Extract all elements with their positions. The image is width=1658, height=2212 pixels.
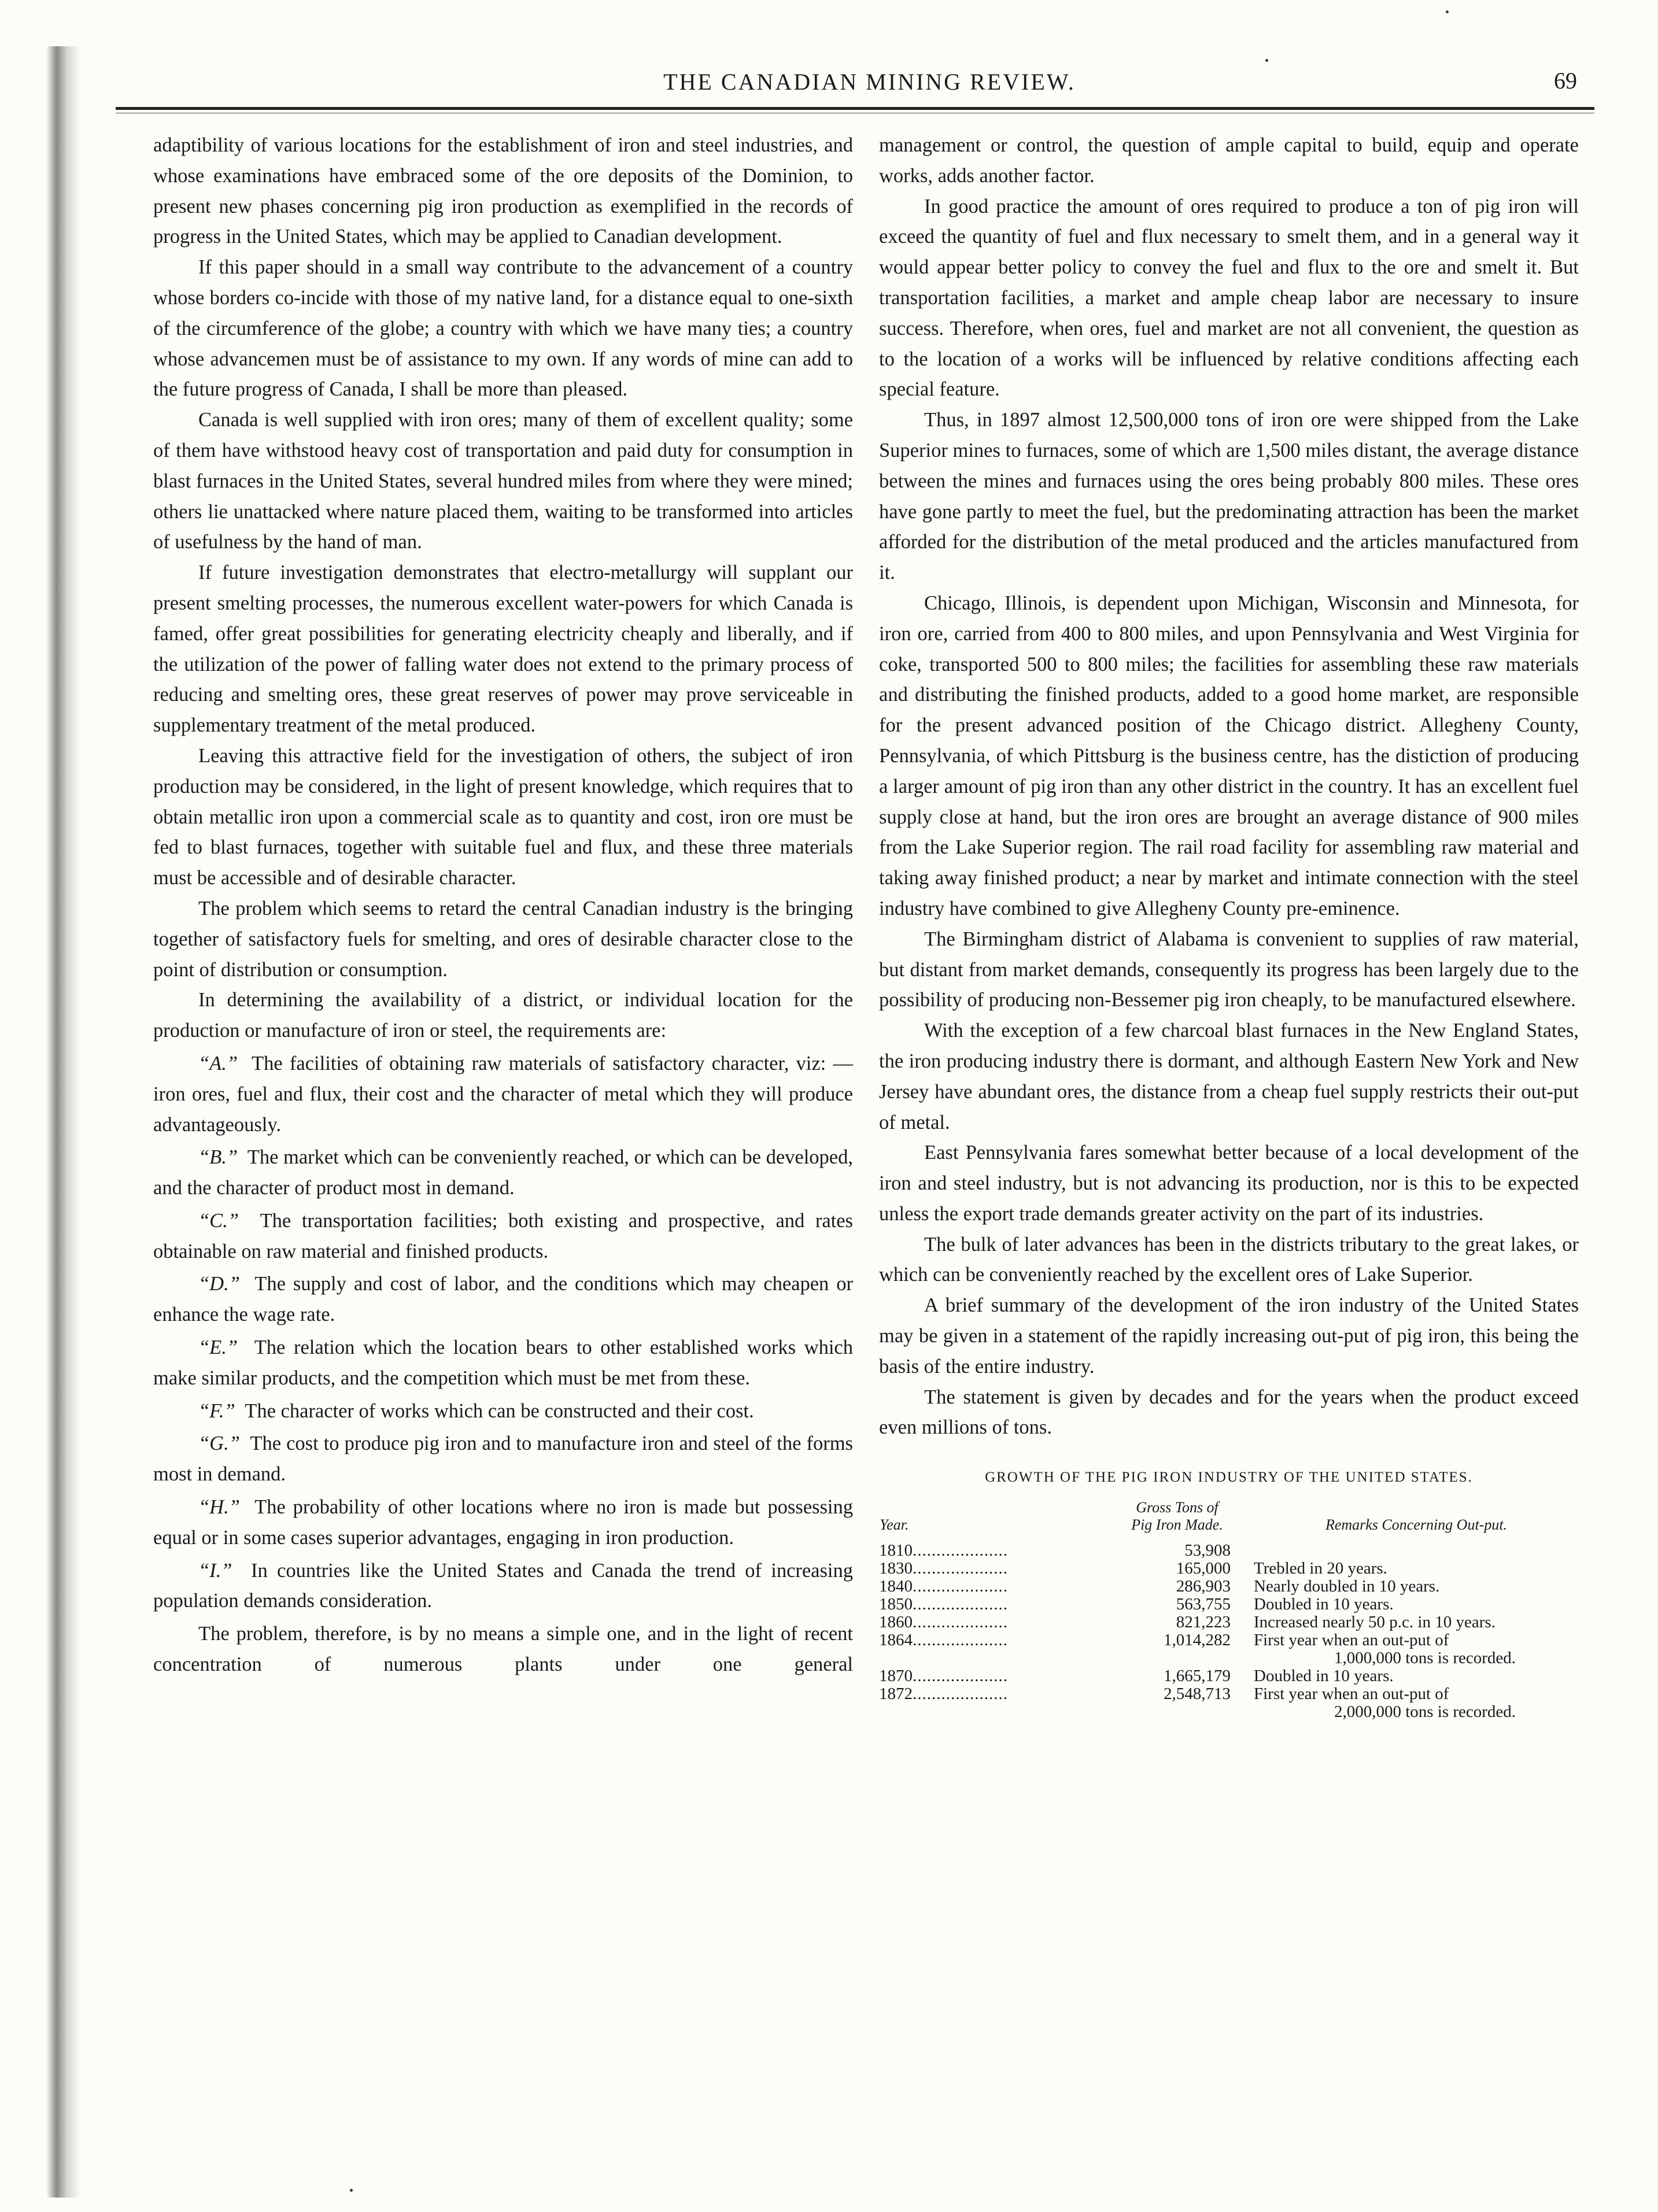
requirement-text: The character of works which can be constructed and their cost. [245,1399,754,1422]
remark-text: Nearly doubled in 10 years. [1254,1577,1440,1596]
journal-title: THE CANADIAN MINING REVIEW. [663,69,1076,95]
tons-cell: 821,223 [1176,1613,1231,1632]
table-row [879,1542,1579,1560]
scan-speck [1446,10,1449,13]
remark-text: Doubled in 10 years. [1254,1667,1394,1686]
year-value: 1840 [879,1577,913,1596]
remark-text: First year when an out-put of [1254,1631,1449,1650]
requirement-text: The probability of other locations where no iron is made but possessing equal or in some cases superior advantages, engaging in iron production. [153,1496,853,1549]
remark-text: Doubled in 10 years. [1254,1595,1394,1614]
leader-dots: .................... [913,1541,1008,1560]
paragraph: Thus, in 1897 almost 12,500,000 tons of iron ore were shipped from the Lake Superior mines to furnaces, some of which are 1,500 miles distant, the average distance between the mines and furnaces using the ores being probably 800 miles. These ores have gone partly to meet the fuel, but the predominating attraction has been the market afforded for the distribution of the metal produced and the articles manufactured from it. [879,409,1579,584]
tons-cell: 563,755 [1176,1595,1231,1614]
remark-cell [1254,1685,1579,1721]
requirements-list [153,1048,853,1616]
table-row [879,1631,1579,1667]
table-row [879,1578,1579,1596]
remark-cell [1254,1596,1579,1613]
remark-continuation: 2,000,000 tons is recorded. [1334,1703,1516,1722]
remark-cell [1254,1631,1579,1667]
tons-cell: 53,908 [1184,1541,1231,1560]
remark-cell [1254,1667,1579,1685]
year-value: 1830 [879,1559,913,1578]
paragraph: The problem, therefore, is by no means a simple one, and in the light of recent concentration of numerous plants under one general [153,1623,853,1676]
remark-cell [1254,1560,1579,1578]
requirement-text: The market which can be conveniently reached, or which can be developed, and the character of product most in demand. [153,1146,853,1199]
leader-dots: .................... [913,1577,1008,1596]
table-row [879,1560,1579,1578]
table-row [879,1613,1579,1631]
table-row [879,1685,1579,1721]
requirement-item [153,1428,853,1490]
requirement-text: The supply and cost of labor, and the conditions which may cheapen or enhance the wage rate. [153,1273,853,1326]
paragraph: adaptibility of various locations for the establishment of iron and steel industries, and whose examinations have embraced some of the ore deposits of the Dominion, to present new phases concerning pig iron production as exemplified in the records of progress in the United States, which may be applied to Canadian development. [153,134,853,248]
leader-dots: .................... [913,1631,1008,1650]
remark-text: First year when an out-put of [1254,1685,1449,1704]
requirement-key: “A.” [198,1052,238,1074]
requirement-key: “D.” [198,1273,240,1295]
year-cell [879,1685,1123,1721]
tons-cell: 165,000 [1176,1559,1231,1578]
leader-dots: .................... [913,1595,1008,1614]
paragraph: Leaving this attractive field for the investigation of others, the subject of iron production may be considered, in the light of present knowledge, which requires that to obtain metallic iron upon a commercial scale as to quantity and cost, iron ore must be fed to blast furnaces, together with suitable fuel and flux, and these three materials must be accessible and of desirable character. [153,744,853,889]
year-cell [879,1613,1123,1631]
year-cell [879,1578,1123,1596]
remark-text: Increased nearly 50 p.c. in 10 years. [1254,1613,1495,1632]
paragraph: In good practice the amount of ores required to produce a ton of pig iron will exceed the quantity of fuel and flux necessary to smelt them, and in a general way it would appear better policy to convey the fuel and flux to the ore and smelt it. But transportation facilities, a market and ample cheap labor are necessary to insure success. Therefore, when ores, fuel and market are not all convenient, the question as to the location of a works will be influenced by relative conditions affecting each special feature. [879,195,1579,401]
table-body [879,1542,1579,1721]
requirement-item [153,1332,853,1394]
year-cell [879,1542,1123,1560]
tons-cell: 1,665,179 [1164,1667,1231,1686]
remark-text: Trebled in 20 years. [1254,1559,1387,1578]
scan-speck [1265,59,1268,62]
year-value: 1864 [879,1631,913,1650]
requirement-item [153,1142,853,1203]
paragraph: The Birmingham district of Alabama is convenient to supplies of raw material, but distant from market demands, consequently its progress has been largely due to the possibility of producing non-Bessemer pig iron cheaply, to be manufactured elsewhere. [879,928,1579,1011]
paragraph: If this paper should in a small way contribute to the advancement of a country whose borders co-incide with those of my native land, for a distance equal to one-sixth of the circumference of the globe; a country with which we have many ties; a country whose advancemen must be of assistance to my own. If any words of mine can add to the future progress of Canada, I shall be more than pleased. [153,256,853,401]
year-cell [879,1631,1123,1667]
paragraph: The problem which seems to retard the central Canadian industry is the bringing together of satisfactory fuels for smelting, and ores of desirable character close to the point of distribution or consumption. [153,897,853,981]
paragraph: management or control, the question of ample capital to build, equip and operate works, adds another factor. [879,134,1579,187]
paragraph: In determining the availability of a district, or individual location for the production or manufacture of iron or steel, the requirements are: [153,989,853,1042]
requirement-text: The cost to produce pig iron and to manufacture iron and steel of the forms most in demand. [153,1432,853,1486]
page-number: 69 [1554,68,1577,94]
leader-dots: .................... [913,1667,1008,1686]
paragraph: A brief summary of the development of the iron industry of the United States may be given in a statement of the rapidly increasing out-put of pig iron, this being the basis of the entire industry. [879,1294,1579,1378]
column-header-remarks: Remarks Concerning Out-put. [1325,1516,1508,1534]
requirement-item [153,1396,853,1427]
year-value: 1850 [879,1595,913,1614]
table-header-row [879,1498,1579,1542]
leader-dots: .................... [913,1559,1008,1578]
requirement-text: The facilities of obtaining raw materials of satisfactory character, viz: —iron ores, fuel and flux, their cost and the character of metal which they will produce advantageously. [153,1052,853,1136]
year-value: 1872 [879,1685,913,1704]
requirement-text: The relation which the location bears to other established works which make similar products, and the competition which must be met from these. [153,1336,853,1389]
tons-cell: 286,903 [1176,1577,1231,1596]
paragraph: East Pennsylvania fares somewhat better because of a local development of the iron and steel industry, but is not advancing its production, nor is this to be expected unless the export trade demands greater activity on the part of its industries. [879,1142,1579,1225]
remark-cell [1254,1542,1579,1560]
table-title: GROWTH OF THE PIG IRON INDUSTRY OF THE UNITED STATES. [985,1469,1473,1486]
requirement-key: “H.” [198,1496,240,1519]
requirement-text: In countries like the United States and Canada the trend of increasing population demands consideration. [153,1559,854,1612]
remark-continuation: 1,000,000 tons is recorded. [1334,1649,1516,1668]
leader-dots: .................... [913,1613,1008,1632]
requirement-key: “G.” [198,1432,240,1455]
requirement-key: “C.” [198,1209,239,1232]
table-row [879,1667,1579,1685]
year-cell [879,1667,1123,1685]
column-header-year: Year. [880,1516,909,1534]
table-row [879,1596,1579,1613]
paragraph: The statement is given by decades and for the years when the product exceed even millions of tons. [879,1386,1579,1439]
scan-edge-shadow [46,46,81,2198]
requirement-key: “E.” [198,1336,238,1359]
scan-speck [350,2189,353,2192]
remark-cell [1254,1578,1579,1596]
left-column [153,130,853,1680]
paragraph: With the exception of a few charcoal blast furnaces in the New England States, the iron producing industry there is dormant, and although Eastern New York and New Jersey have abundant ores, the distance from a cheap fuel supply restricts their out-put of metal. [879,1020,1579,1133]
header-rule [116,107,1594,110]
requirement-key: “I.” [198,1559,232,1582]
year-cell [879,1560,1123,1578]
column-header-tons: Gross Tons of Pig Iron Made. [1131,1499,1223,1534]
year-value: 1870 [879,1667,913,1686]
requirement-item [153,1206,853,1267]
tons-cell: 2,548,713 [1164,1685,1231,1704]
paragraph: The bulk of later advances has been in the districts tributary to the great lakes, or which can be conveniently reached by the excellent ores of Lake Superior. [879,1233,1579,1286]
requirement-key: “F.” [198,1399,235,1422]
requirement-text: The transportation facilities; both existing and prospective, and rates obtainable on raw material and finished products. [153,1209,853,1262]
tons-cell: 1,014,282 [1164,1631,1231,1650]
paragraph: Chicago, Illinois, is dependent upon Michigan, Wisconsin and Minnesota, for iron ore, carried from 400 to 800 miles, and upon Pennsylvania and West Virginia for coke, transported 500 to 800 miles; the facilities for assembling these raw materials and distributing the finished products, added to a good home market, are responsible for the present advanced position of the Chicago district. Allegheny County, Pennsylvania, of which Pittsburg is the business centre, has the distiction of producing a larger amount of pig iron than any other district in the country. It has an excellent fuel supply close at hand, but the iron ores are brought an average distance of 900 miles from the Lake Superior region. The rail road facility for assembling raw material and taking away finished product; a near by market and intimate connection with the steel industry have combined to give Allegheny County pre-eminence. [879,592,1579,919]
pig-iron-table [879,1498,1579,1721]
requirement-item [153,1492,853,1553]
year-value: 1810 [879,1541,913,1560]
remark-cell [1254,1613,1579,1631]
right-column [879,130,1579,1721]
year-cell [879,1596,1123,1613]
year-value: 1860 [879,1613,913,1632]
requirement-item [153,1556,853,1617]
requirement-key: “B.” [198,1146,238,1169]
leader-dots: .................... [913,1685,1008,1704]
requirement-item [153,1048,853,1140]
requirement-item [153,1269,853,1330]
paragraph: If future investigation demonstrates that electro-metallurgy will supplant our present smelting processes, the numerous excellent water-powers for which Canada is famed, offer great possibilities for generating electricity cheaply and liberally, and if the utilization of the power of falling water does not extend to the primary process of reducing and smelting ores, these great reserves of power may prove serviceable in supplementary treatment of the metal produced. [153,562,853,737]
paragraph: Canada is well supplied with iron ores; many of them of excellent quality; some of them have withstood heavy cost of transportation and paid duty for consumption in blast furnaces in the United States, several hundred miles from where they were mined; others lie unattacked where nature placed them, waiting to be transformed into articles of usefulness by the hand of man. [153,409,853,553]
page-header [145,64,1594,110]
